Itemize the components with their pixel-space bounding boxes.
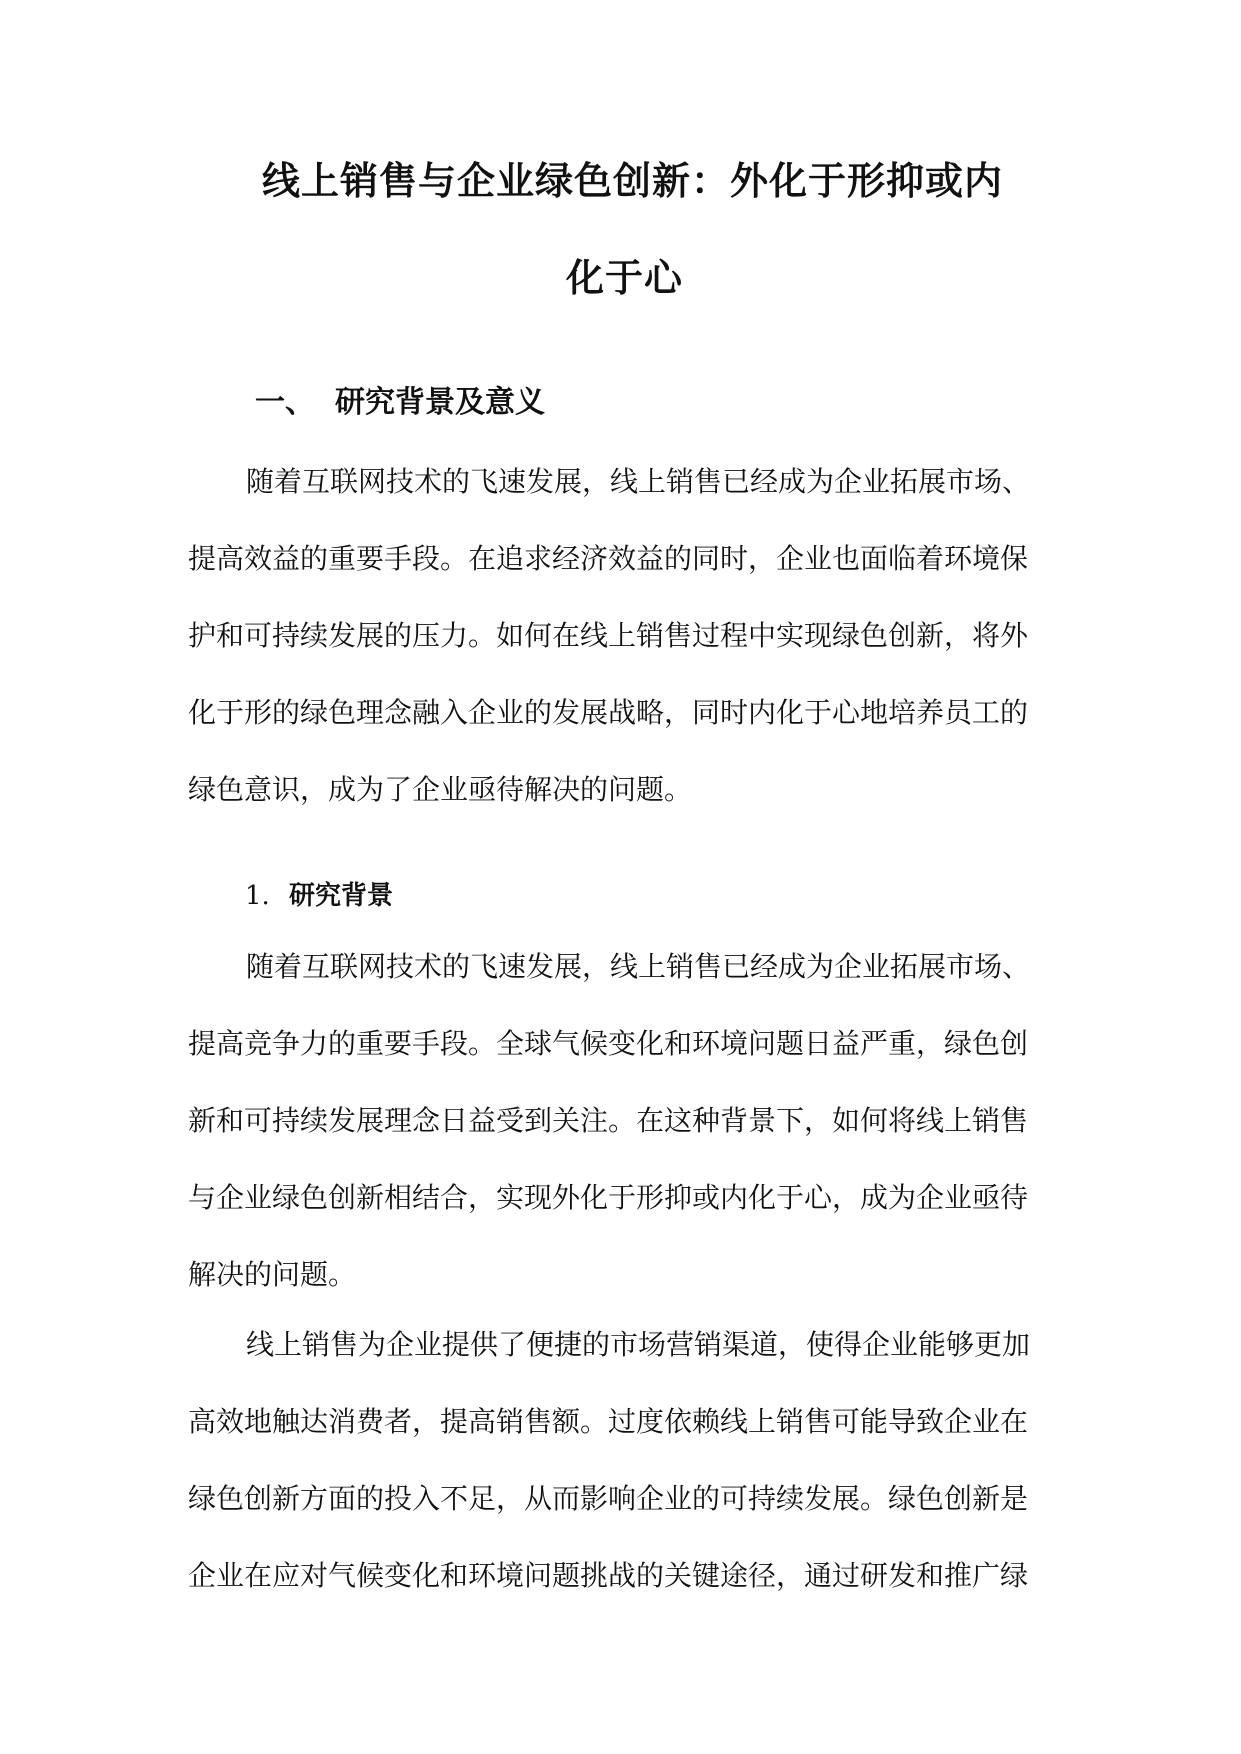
paragraph-line: 提高效益的重要手段。在追求经济效益的同时，企业也面临着环境保 (188, 542, 1029, 575)
paragraph-line: 企业在应对气候变化和环境问题挑战的关键途径，通过研发和推广绿 (188, 1559, 1029, 1592)
paragraph-line: 高效地触达消费者，提高销售额。过度依赖线上销售可能导致企业在 (188, 1405, 1029, 1438)
paragraph-line: 与企业绿色创新相结合，实现外化于形抑或内化于心，成为企业亟待 (188, 1181, 1029, 1214)
document-title-line-1: 线上销售与企业绿色创新：外化于形抑或内 (262, 158, 1004, 203)
paragraph-line: 随着互联网技术的飞速发展，线上销售已经成为企业拓展市场、 (246, 950, 1031, 983)
paragraph-line: 随着互联网技术的飞速发展，线上销售已经成为企业拓展市场、 (246, 465, 1031, 498)
subsection-number: 1. (245, 881, 270, 911)
section-title: 研究背景及意义 (335, 385, 545, 420)
section-paragraph (188, 462, 1058, 847)
paragraph-line: 护和可持续发展的压力。如何在线上销售过程中实现绿色创新，将外 (188, 619, 1029, 652)
paragraph-line: 化于形的绿色理念融入企业的发展战略，同时内化于心地培养员工的 (188, 696, 1029, 729)
subsection-title: 研究背景 (289, 881, 394, 911)
paragraph-line: 绿色意识，成为了企业亟待解决的问题。 (188, 773, 693, 806)
subsection-heading (245, 875, 393, 912)
paragraph-line: 解决的问题。 (188, 1258, 357, 1291)
subsection-paragraph-2 (188, 1325, 1058, 1633)
paragraph-line: 线上销售为企业提供了便捷的市场营销渠道，使得企业能够更加 (246, 1328, 1031, 1361)
paragraph-line: 提高竞争力的重要手段。全球气候变化和环境问题日益严重，绿色创 (188, 1027, 1029, 1060)
paragraph-line: 绿色创新方面的投入不足，从而影响企业的可持续发展。绿色创新是 (188, 1482, 1029, 1515)
section-heading (255, 377, 545, 421)
section-number: 一、 (255, 385, 315, 420)
paragraph-line: 新和可持续发展理念日益受到关注。在这种背景下，如何将线上销售 (188, 1104, 1029, 1137)
subsection-paragraph-1 (188, 947, 1058, 1332)
document-title-line-2: 化于心 (566, 255, 684, 300)
